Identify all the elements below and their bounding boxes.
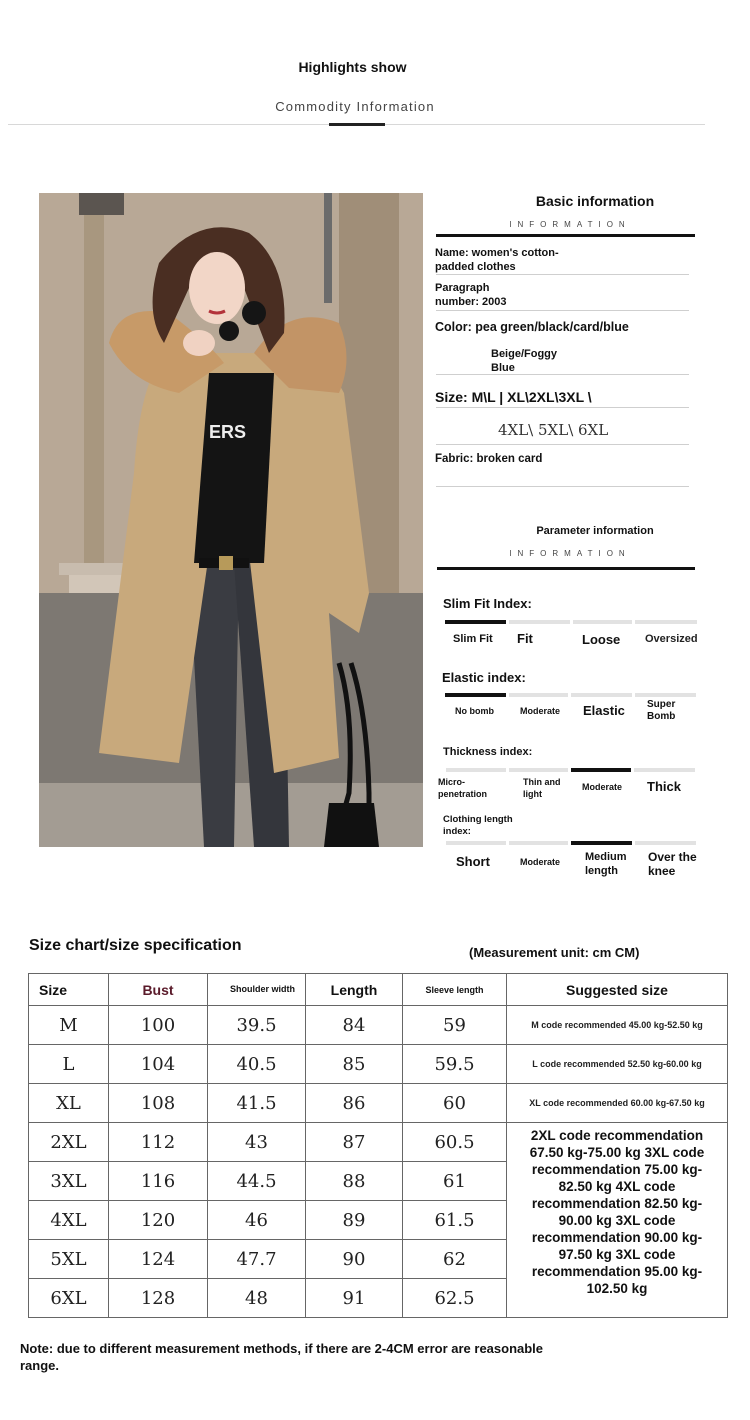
table-header-row — [29, 974, 728, 1006]
thickness-scale-segment — [634, 768, 695, 772]
length-scale-segment — [635, 841, 696, 845]
length-scale-segment — [571, 841, 632, 845]
cell-sleeve: 61.5 — [403, 1201, 507, 1240]
commodity-subtitle: Commodity Information — [275, 99, 435, 114]
size-options-more: 4XL\ 5XL\ 6XL — [498, 421, 609, 439]
thickness-scale-segment — [571, 768, 631, 772]
elastic-scale-segment — [445, 693, 506, 697]
cell-bust: 108 — [109, 1084, 208, 1123]
cell-suggested-merged: 2XL code recommendation 67.50 kg-75.00 kg 3XL code recommendation 75.00 kg-82.50 kg 4XL code recommendation 82.50 kg-90.00 kg 3XL code recommendation 90.00 kg-97.50 kg 3XL code recommendation 95.00 kg-102.50 kg — [507, 1123, 728, 1318]
cell-size: 4XL — [29, 1201, 109, 1240]
cell-shoulder: 46 — [208, 1201, 306, 1240]
cell-length: 84 — [306, 1006, 403, 1045]
table-row — [29, 1045, 728, 1084]
elastic-index-title: Elastic index: — [442, 670, 526, 685]
length-label: Medium length — [585, 851, 627, 877]
thickness-index-title: Thickness index: — [443, 746, 533, 758]
model-illustration — [39, 193, 423, 847]
cell-suggested: XL code recommended 60.00 kg-67.50 kg — [507, 1084, 728, 1123]
product-photo — [39, 193, 423, 847]
product-name: Name: women's cotton-padded clothes — [435, 247, 559, 273]
basic-info-subtitle: INFORMATION — [509, 220, 631, 229]
param-info-rule — [437, 567, 695, 570]
slim-fit-scale-segment — [509, 620, 570, 624]
clothing-length-index-title: Clothing length index: — [443, 814, 513, 837]
column-header: Sleeve length — [403, 974, 507, 1006]
elastic-scale-segment — [571, 693, 632, 697]
thickness-scale-segment — [509, 768, 568, 772]
basic-info-title: Basic information — [535, 193, 655, 209]
param-info-subtitle: INFORMATION — [509, 549, 631, 558]
divider — [436, 486, 689, 487]
slim-fit-label: Loose — [582, 632, 621, 647]
elastic-label: No bomb — [455, 706, 494, 716]
param-info-title: Parameter information — [536, 525, 654, 537]
slim-fit-scale-segment — [573, 620, 632, 624]
cell-length: 88 — [306, 1162, 403, 1201]
header-divider-mark — [329, 123, 385, 126]
elastic-label: Elastic — [583, 703, 625, 718]
measurement-note: Note: due to different measurement methods, if there are 2-4CM error are reasonable range. — [20, 1341, 544, 1373]
size-chart-title: Size chart/size specification — [29, 937, 242, 954]
divider — [436, 444, 689, 445]
size-chart-table — [28, 973, 728, 1318]
length-label: Moderate — [520, 857, 561, 867]
table-row — [29, 1084, 728, 1123]
cell-shoulder: 39.5 — [208, 1006, 306, 1045]
cell-bust: 100 — [109, 1006, 208, 1045]
cell-size: XL — [29, 1084, 109, 1123]
basic-info-rule — [436, 234, 695, 237]
highlights-title: Highlights show — [298, 59, 407, 75]
color-options: Color: pea green/black/card/blue — [435, 320, 629, 334]
cell-suggested: L code recommended 52.50 kg-60.00 kg — [507, 1045, 728, 1084]
cell-suggested: M code recommended 45.00 kg-52.50 kg — [507, 1006, 728, 1045]
cell-size: M — [29, 1006, 109, 1045]
slim-fit-label: Fit — [517, 631, 533, 646]
cell-size: 5XL — [29, 1240, 109, 1279]
cell-length: 85 — [306, 1045, 403, 1084]
table-row — [29, 1006, 728, 1045]
column-header: Shoulder width — [208, 974, 306, 1006]
cell-sleeve: 62.5 — [403, 1279, 507, 1318]
cell-shoulder: 40.5 — [208, 1045, 306, 1084]
slim-fit-scale-segment — [445, 620, 506, 624]
column-header: Bust — [109, 974, 208, 1006]
cell-length: 91 — [306, 1279, 403, 1318]
elastic-scale-segment — [635, 693, 696, 697]
slim-fit-index-title: Slim Fit Index: — [443, 596, 532, 611]
divider — [436, 374, 689, 375]
cell-sleeve: 60 — [403, 1084, 507, 1123]
cell-bust: 116 — [109, 1162, 208, 1201]
length-scale-segment — [446, 841, 506, 845]
cell-bust: 104 — [109, 1045, 208, 1084]
thickness-label: Thin and light — [523, 777, 561, 799]
slim-fit-label: Slim Fit — [453, 633, 493, 645]
elastic-label: Moderate — [520, 706, 561, 716]
divider — [436, 407, 689, 408]
elastic-label: Super Bomb — [647, 699, 676, 722]
cell-size: 6XL — [29, 1279, 109, 1318]
cell-bust: 124 — [109, 1240, 208, 1279]
divider — [436, 310, 689, 311]
cell-sleeve: 60.5 — [403, 1123, 507, 1162]
table-row — [29, 1123, 728, 1162]
divider — [436, 274, 689, 275]
cell-size: L — [29, 1045, 109, 1084]
cell-sleeve: 61 — [403, 1162, 507, 1201]
cell-bust: 112 — [109, 1123, 208, 1162]
cell-shoulder: 41.5 — [208, 1084, 306, 1123]
cell-size: 3XL — [29, 1162, 109, 1201]
column-header: Size — [29, 974, 109, 1006]
cell-shoulder: 47.7 — [208, 1240, 306, 1279]
cell-shoulder: 43 — [208, 1123, 306, 1162]
column-header: Suggested size — [507, 974, 728, 1006]
cell-bust: 128 — [109, 1279, 208, 1318]
slim-fit-label: Oversized — [645, 633, 698, 645]
color-options-more: Beige/Foggy Blue — [491, 348, 558, 374]
cell-shoulder: 44.5 — [208, 1162, 306, 1201]
size-options: Size: M\L | XL\2XL\3XL \ — [435, 389, 592, 405]
paragraph-number: Paragraph number: 2003 — [435, 282, 507, 308]
cell-sleeve: 62 — [403, 1240, 507, 1279]
length-label: Over the knee — [648, 850, 697, 878]
cell-length: 87 — [306, 1123, 403, 1162]
cell-bust: 120 — [109, 1201, 208, 1240]
length-label: Short — [456, 854, 490, 869]
cell-sleeve: 59 — [403, 1006, 507, 1045]
cell-length: 90 — [306, 1240, 403, 1279]
shirt-print: ERS — [209, 422, 247, 442]
cell-sleeve: 59.5 — [403, 1045, 507, 1084]
cell-size: 2XL — [29, 1123, 109, 1162]
measurement-unit: (Measurement unit: cm CM) — [469, 945, 640, 960]
thickness-label: Moderate — [582, 782, 623, 792]
thickness-scale-segment — [446, 768, 506, 772]
fabric: Fabric: broken card — [435, 453, 543, 465]
thickness-label: Thick — [647, 779, 681, 794]
cell-length: 89 — [306, 1201, 403, 1240]
thickness-label: Micro-penetration — [438, 777, 488, 799]
elastic-scale-segment — [509, 693, 568, 697]
cell-shoulder: 48 — [208, 1279, 306, 1318]
cell-length: 86 — [306, 1084, 403, 1123]
slim-fit-scale-segment — [635, 620, 697, 624]
length-scale-segment — [509, 841, 568, 845]
column-header: Length — [306, 974, 403, 1006]
